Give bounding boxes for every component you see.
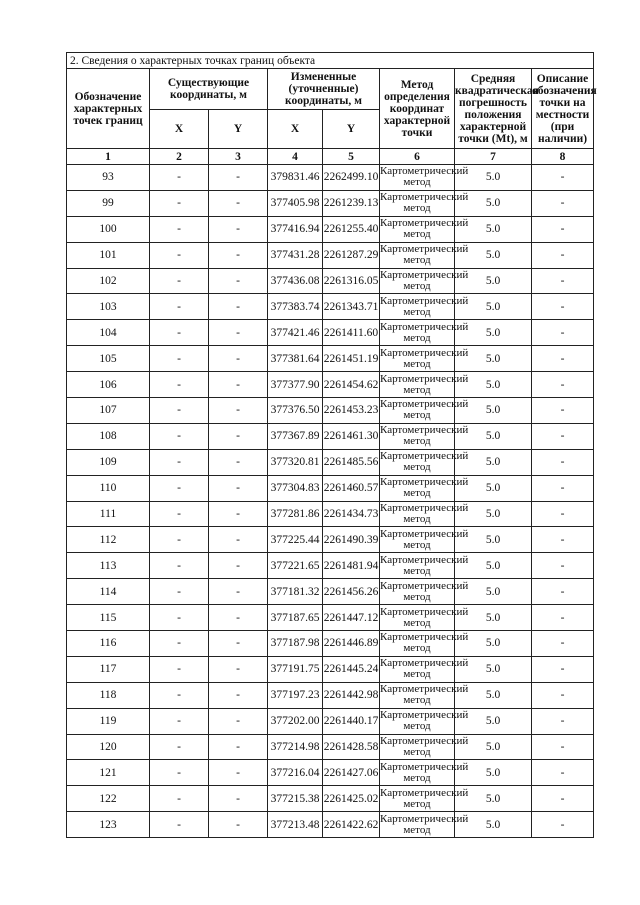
header-existing-coords: Существующие координаты, м bbox=[150, 69, 268, 110]
description-cell: - bbox=[532, 501, 594, 527]
rms-error-cell: 5.0 bbox=[455, 527, 532, 553]
point-id-cell: 110 bbox=[67, 475, 150, 501]
changed-y-cell: 2261255.40 bbox=[323, 216, 380, 242]
changed-y-cell: 2261445.24 bbox=[323, 656, 380, 682]
existing-y-cell: - bbox=[209, 346, 268, 372]
existing-x-cell: - bbox=[150, 398, 209, 424]
column-number: 7 bbox=[455, 149, 532, 165]
table-row bbox=[67, 760, 594, 786]
description-cell: - bbox=[532, 216, 594, 242]
header-existing-y: Y bbox=[209, 110, 268, 149]
existing-y-cell: - bbox=[209, 268, 268, 294]
description-cell: - bbox=[532, 812, 594, 838]
header-method: Метод определения координат характерной точки bbox=[380, 69, 455, 149]
existing-x-cell: - bbox=[150, 242, 209, 268]
point-id-cell: 101 bbox=[67, 242, 150, 268]
column-number: 4 bbox=[268, 149, 323, 165]
method-cell: Картометрический метод bbox=[380, 320, 469, 344]
point-id-cell: 116 bbox=[67, 631, 150, 657]
table-row bbox=[67, 294, 594, 320]
method-cell: Картометрический метод bbox=[380, 217, 469, 241]
changed-y-cell: 2261454.62 bbox=[323, 372, 380, 398]
description-cell: - bbox=[532, 734, 594, 760]
point-id-cell: 103 bbox=[67, 294, 150, 320]
method-cell: Картометрический метод bbox=[380, 657, 469, 681]
existing-y-cell: - bbox=[209, 682, 268, 708]
existing-x-cell: - bbox=[150, 760, 209, 786]
column-number: 8 bbox=[532, 149, 594, 165]
description-cell: - bbox=[532, 631, 594, 657]
changed-x-cell: 379831.46 bbox=[268, 165, 323, 191]
point-id-cell: 102 bbox=[67, 268, 150, 294]
column-number-row bbox=[67, 149, 594, 165]
existing-y-cell: - bbox=[209, 708, 268, 734]
existing-y-cell: - bbox=[209, 372, 268, 398]
method-cell: Картометрический метод bbox=[380, 735, 469, 759]
changed-y-cell: 2261456.26 bbox=[323, 579, 380, 605]
point-id-cell: 119 bbox=[67, 708, 150, 734]
existing-x-cell: - bbox=[150, 216, 209, 242]
table-row bbox=[67, 216, 594, 242]
existing-x-cell: - bbox=[150, 294, 209, 320]
changed-x-cell: 377436.08 bbox=[268, 268, 323, 294]
method-cell: Картометрический метод bbox=[380, 294, 469, 318]
existing-y-cell: - bbox=[209, 475, 268, 501]
changed-y-cell: 2261239.13 bbox=[323, 190, 380, 216]
description-cell: - bbox=[532, 449, 594, 475]
method-cell: Картометрический метод bbox=[380, 269, 469, 292]
changed-y-cell: 2261287.29 bbox=[323, 242, 380, 268]
description-cell: - bbox=[532, 398, 594, 424]
rms-error-cell: 5.0 bbox=[455, 398, 532, 424]
column-number: 3 bbox=[209, 149, 268, 165]
changed-y-cell: 2261343.71 bbox=[323, 294, 380, 320]
table-row bbox=[67, 449, 594, 475]
point-id-cell: 115 bbox=[67, 605, 150, 631]
existing-y-cell: - bbox=[209, 579, 268, 605]
changed-y-cell: 2261440.17 bbox=[323, 708, 380, 734]
point-id-cell: 118 bbox=[67, 682, 150, 708]
changed-y-cell: 2261434.73 bbox=[323, 501, 380, 527]
changed-y-cell: 2261447.12 bbox=[323, 605, 380, 631]
rms-error-cell: 5.0 bbox=[455, 708, 532, 734]
description-cell: - bbox=[532, 760, 594, 786]
method-cell: Картометрический метод bbox=[380, 243, 469, 267]
changed-y-cell: 2261425.02 bbox=[323, 786, 380, 812]
point-id-cell: 105 bbox=[67, 346, 150, 372]
changed-x-cell: 377221.65 bbox=[268, 553, 323, 579]
changed-x-cell: 377187.98 bbox=[268, 631, 323, 657]
existing-x-cell: - bbox=[150, 449, 209, 475]
table-row bbox=[67, 527, 594, 553]
existing-y-cell: - bbox=[209, 734, 268, 760]
changed-y-cell: 2261451.19 bbox=[323, 346, 380, 372]
changed-x-cell: 377202.00 bbox=[268, 708, 323, 734]
existing-x-cell: - bbox=[150, 682, 209, 708]
changed-x-cell: 377381.64 bbox=[268, 346, 323, 372]
existing-y-cell: - bbox=[209, 760, 268, 786]
changed-y-cell: 2261485.56 bbox=[323, 449, 380, 475]
description-cell: - bbox=[532, 346, 594, 372]
changed-y-cell: 2261427.06 bbox=[323, 760, 380, 786]
point-id-cell: 120 bbox=[67, 734, 150, 760]
changed-x-cell: 377181.32 bbox=[268, 579, 323, 605]
description-cell: - bbox=[532, 656, 594, 682]
table-row bbox=[67, 320, 594, 346]
method-cell: Картометрический метод bbox=[380, 502, 469, 526]
table-row bbox=[67, 656, 594, 682]
description-cell: - bbox=[532, 190, 594, 216]
existing-x-cell: - bbox=[150, 372, 209, 398]
point-id-cell: 93 bbox=[67, 165, 150, 191]
method-cell: Картометрический метод bbox=[380, 372, 469, 396]
table-row bbox=[67, 398, 594, 424]
description-cell: - bbox=[532, 682, 594, 708]
point-id-cell: 114 bbox=[67, 579, 150, 605]
existing-x-cell: - bbox=[150, 812, 209, 838]
method-cell: Картометрический метод bbox=[380, 346, 469, 370]
existing-y-cell: - bbox=[209, 449, 268, 475]
rms-error-cell: 5.0 bbox=[455, 449, 532, 475]
changed-y-cell: 2261460.57 bbox=[323, 475, 380, 501]
method-cell: Картометрический метод bbox=[380, 450, 469, 474]
section-title: 2. Сведения о характерных точках границ объекта bbox=[67, 53, 594, 69]
table-row bbox=[67, 786, 594, 812]
existing-y-cell: - bbox=[209, 320, 268, 346]
rms-error-cell: 5.0 bbox=[455, 682, 532, 708]
changed-y-cell: 2261411.60 bbox=[323, 320, 380, 346]
rms-error-cell: 5.0 bbox=[455, 165, 532, 191]
changed-x-cell: 377376.50 bbox=[268, 398, 323, 424]
existing-x-cell: - bbox=[150, 708, 209, 734]
method-cell: Картометрический метод bbox=[380, 812, 469, 836]
changed-x-cell: 377405.98 bbox=[268, 190, 323, 216]
method-cell: Картометрический метод bbox=[380, 683, 469, 707]
changed-x-cell: 377383.74 bbox=[268, 294, 323, 320]
changed-x-cell: 377281.86 bbox=[268, 501, 323, 527]
existing-x-cell: - bbox=[150, 501, 209, 527]
column-number: 2 bbox=[150, 149, 209, 165]
point-id-cell: 107 bbox=[67, 398, 150, 424]
description-cell: - bbox=[532, 165, 594, 191]
description-cell: - bbox=[532, 320, 594, 346]
table-row bbox=[67, 553, 594, 579]
existing-x-cell: - bbox=[150, 527, 209, 553]
rms-error-cell: 5.0 bbox=[455, 579, 532, 605]
description-cell: - bbox=[532, 605, 594, 631]
existing-x-cell: - bbox=[150, 605, 209, 631]
description-cell: - bbox=[532, 268, 594, 294]
rms-error-cell: 5.0 bbox=[455, 553, 532, 579]
existing-y-cell: - bbox=[209, 294, 268, 320]
header-rms-error: Средняя квадратическая погрешность положения характерной точки (Mt), м bbox=[455, 69, 532, 149]
changed-x-cell: 377367.89 bbox=[268, 423, 323, 449]
existing-x-cell: - bbox=[150, 320, 209, 346]
boundary-points-table bbox=[66, 52, 597, 838]
table-body bbox=[67, 165, 594, 838]
changed-y-cell: 2261428.58 bbox=[323, 734, 380, 760]
changed-y-cell: 2261453.23 bbox=[323, 398, 380, 424]
changed-x-cell: 377431.28 bbox=[268, 242, 323, 268]
method-cell: Картометрический метод bbox=[380, 165, 469, 189]
description-cell: - bbox=[532, 786, 594, 812]
existing-y-cell: - bbox=[209, 786, 268, 812]
changed-x-cell: 377214.98 bbox=[268, 734, 323, 760]
existing-y-cell: - bbox=[209, 656, 268, 682]
changed-y-cell: 2261316.05 bbox=[323, 268, 380, 294]
method-cell: Картометрический метод bbox=[380, 605, 469, 629]
rms-error-cell: 5.0 bbox=[455, 475, 532, 501]
rms-error-cell: 5.0 bbox=[455, 346, 532, 372]
table-row bbox=[67, 423, 594, 449]
changed-x-cell: 377216.04 bbox=[268, 760, 323, 786]
changed-x-cell: 377304.83 bbox=[268, 475, 323, 501]
description-cell: - bbox=[532, 475, 594, 501]
existing-y-cell: - bbox=[209, 527, 268, 553]
existing-x-cell: - bbox=[150, 579, 209, 605]
table-row bbox=[67, 475, 594, 501]
changed-x-cell: 377191.75 bbox=[268, 656, 323, 682]
rms-error-cell: 5.0 bbox=[455, 786, 532, 812]
existing-y-cell: - bbox=[209, 190, 268, 216]
existing-x-cell: - bbox=[150, 786, 209, 812]
header-existing-x: X bbox=[150, 110, 209, 149]
column-number: 6 bbox=[380, 149, 455, 165]
table-row bbox=[67, 165, 594, 191]
existing-x-cell: - bbox=[150, 423, 209, 449]
existing-y-cell: - bbox=[209, 242, 268, 268]
description-cell: - bbox=[532, 527, 594, 553]
existing-x-cell: - bbox=[150, 475, 209, 501]
method-cell: Картометрический метод bbox=[380, 476, 469, 500]
point-id-cell: 122 bbox=[67, 786, 150, 812]
point-id-cell: 113 bbox=[67, 553, 150, 579]
method-cell: Картометрический метод bbox=[380, 786, 469, 810]
changed-x-cell: 377421.46 bbox=[268, 320, 323, 346]
changed-y-cell: 2261422.62 bbox=[323, 812, 380, 838]
point-id-cell: 109 bbox=[67, 449, 150, 475]
existing-x-cell: - bbox=[150, 190, 209, 216]
changed-x-cell: 377215.38 bbox=[268, 786, 323, 812]
point-id-cell: 111 bbox=[67, 501, 150, 527]
changed-x-cell: 377225.44 bbox=[268, 527, 323, 553]
point-id-cell: 100 bbox=[67, 216, 150, 242]
rms-error-cell: 5.0 bbox=[455, 631, 532, 657]
existing-y-cell: - bbox=[209, 631, 268, 657]
rms-error-cell: 5.0 bbox=[455, 812, 532, 838]
rms-error-cell: 5.0 bbox=[455, 656, 532, 682]
description-cell: - bbox=[532, 242, 594, 268]
existing-y-cell: - bbox=[209, 501, 268, 527]
existing-x-cell: - bbox=[150, 631, 209, 657]
point-id-cell: 112 bbox=[67, 527, 150, 553]
point-id-cell: 117 bbox=[67, 656, 150, 682]
rms-error-cell: 5.0 bbox=[455, 242, 532, 268]
table-row bbox=[67, 682, 594, 708]
changed-x-cell: 377197.23 bbox=[268, 682, 323, 708]
rms-error-cell: 5.0 bbox=[455, 760, 532, 786]
existing-x-cell: - bbox=[150, 268, 209, 294]
existing-y-cell: - bbox=[209, 812, 268, 838]
changed-y-cell: 2261446.89 bbox=[323, 631, 380, 657]
column-number: 1 bbox=[67, 149, 150, 165]
table-row bbox=[67, 268, 594, 294]
point-id-cell: 106 bbox=[67, 372, 150, 398]
rms-error-cell: 5.0 bbox=[455, 423, 532, 449]
existing-y-cell: - bbox=[209, 216, 268, 242]
existing-y-cell: - bbox=[209, 165, 268, 191]
changed-y-cell: 2261481.94 bbox=[323, 553, 380, 579]
table-row bbox=[67, 372, 594, 398]
table-row bbox=[67, 190, 594, 216]
header-changed-x: X bbox=[268, 110, 323, 149]
existing-x-cell: - bbox=[150, 656, 209, 682]
point-id-cell: 104 bbox=[67, 320, 150, 346]
header-changed-y: Y bbox=[323, 110, 380, 149]
rms-error-cell: 5.0 bbox=[455, 190, 532, 216]
rms-error-cell: 5.0 bbox=[455, 216, 532, 242]
existing-y-cell: - bbox=[209, 423, 268, 449]
changed-y-cell: 2261490.39 bbox=[323, 527, 380, 553]
table-row bbox=[67, 346, 594, 372]
existing-x-cell: - bbox=[150, 734, 209, 760]
table-row bbox=[67, 631, 594, 657]
rms-error-cell: 5.0 bbox=[455, 501, 532, 527]
method-cell: Картометрический метод bbox=[380, 424, 469, 448]
point-id-cell: 121 bbox=[67, 760, 150, 786]
description-cell: - bbox=[532, 294, 594, 320]
rms-error-cell: 5.0 bbox=[455, 372, 532, 398]
method-cell: Картометрический метод bbox=[380, 579, 469, 603]
point-id-cell: 108 bbox=[67, 423, 150, 449]
method-cell: Картометрический метод bbox=[380, 631, 469, 655]
description-cell: - bbox=[532, 579, 594, 605]
table-row bbox=[67, 605, 594, 631]
changed-y-cell: 2261442.98 bbox=[323, 682, 380, 708]
method-cell: Картометрический метод bbox=[380, 760, 469, 784]
point-id-cell: 123 bbox=[67, 812, 150, 838]
description-cell: - bbox=[532, 708, 594, 734]
method-cell: Картометрический метод bbox=[380, 398, 469, 422]
point-id-cell: 99 bbox=[67, 190, 150, 216]
existing-y-cell: - bbox=[209, 605, 268, 631]
table-row bbox=[67, 708, 594, 734]
table-row bbox=[67, 579, 594, 605]
method-cell: Картометрический метод bbox=[380, 527, 469, 551]
rms-error-cell: 5.0 bbox=[455, 734, 532, 760]
rms-error-cell: 5.0 bbox=[455, 294, 532, 320]
table-row bbox=[67, 242, 594, 268]
description-cell: - bbox=[532, 553, 594, 579]
existing-x-cell: - bbox=[150, 346, 209, 372]
changed-y-cell: 2262499.10 bbox=[323, 165, 380, 191]
changed-y-cell: 2261461.30 bbox=[323, 423, 380, 449]
rms-error-cell: 5.0 bbox=[455, 605, 532, 631]
method-cell: Картометрический метод bbox=[380, 191, 469, 215]
changed-x-cell: 377213.48 bbox=[268, 812, 323, 838]
rms-error-cell: 5.0 bbox=[455, 320, 532, 346]
table-row bbox=[67, 734, 594, 760]
rms-error-cell: 5.0 bbox=[455, 268, 532, 294]
changed-x-cell: 377377.90 bbox=[268, 372, 323, 398]
boundary-points-sheet bbox=[66, 52, 597, 838]
description-cell: - bbox=[532, 372, 594, 398]
existing-y-cell: - bbox=[209, 398, 268, 424]
description-cell: - bbox=[532, 423, 594, 449]
changed-x-cell: 377187.65 bbox=[268, 605, 323, 631]
method-cell: Картометрический метод bbox=[380, 709, 469, 733]
existing-x-cell: - bbox=[150, 165, 209, 191]
header-changed-coords: Измененные (уточненные) координаты, м bbox=[268, 69, 380, 110]
method-cell: Картометрический метод bbox=[380, 553, 469, 577]
header-point-designation: Обозначение характерных точек границ bbox=[67, 69, 150, 149]
existing-x-cell: - bbox=[150, 553, 209, 579]
header-description: Описание обозначения точки на местности (при наличии) bbox=[532, 69, 594, 149]
changed-x-cell: 377320.81 bbox=[268, 449, 323, 475]
table-row bbox=[67, 501, 594, 527]
column-number: 5 bbox=[323, 149, 380, 165]
existing-y-cell: - bbox=[209, 553, 268, 579]
changed-x-cell: 377416.94 bbox=[268, 216, 323, 242]
table-row bbox=[67, 812, 594, 838]
